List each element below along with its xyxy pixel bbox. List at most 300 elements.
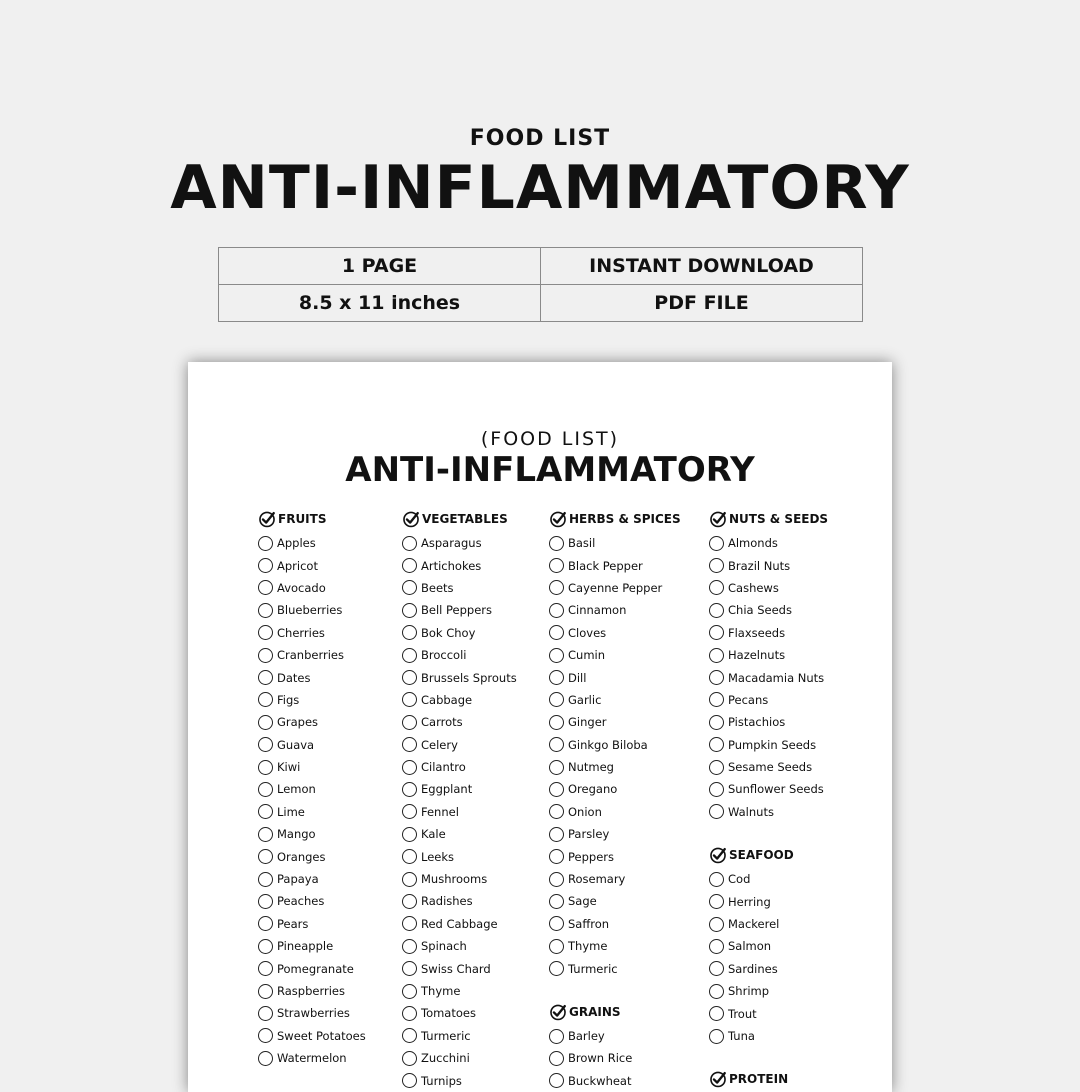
food-item-label: Cod: [728, 872, 751, 887]
food-item-label: Cloves: [568, 625, 607, 640]
food-item-label: Eggplant: [421, 782, 473, 797]
food-item: [709, 958, 828, 980]
food-item: [258, 622, 366, 644]
food-item: [549, 666, 681, 688]
empty-checkbox-circle: [549, 670, 564, 685]
empty-checkbox-circle: [258, 849, 273, 864]
food-item: [258, 711, 366, 733]
food-item-label: Basil: [568, 536, 596, 551]
food-item: [402, 980, 517, 1002]
food-item-label: Cayenne Pepper: [568, 580, 663, 595]
food-item: [402, 622, 517, 644]
section-heading: [709, 845, 828, 865]
food-item: [709, 935, 828, 957]
food-item-label: Red Cabbage: [421, 916, 498, 931]
food-item: [258, 1025, 366, 1047]
section-gap: [549, 980, 681, 1002]
food-item: [549, 532, 681, 554]
food-item: [549, 935, 681, 957]
empty-checkbox-circle: [709, 670, 724, 685]
food-item-label: Turnips: [421, 1073, 462, 1088]
food-item-label: Celery: [421, 737, 458, 752]
food-item-label: Avocado: [277, 580, 326, 595]
food-item-label: Pomegranate: [277, 961, 354, 976]
food-item: [402, 1025, 517, 1047]
empty-checkbox-circle: [402, 804, 417, 819]
info-cell-format: PDF FILE: [541, 285, 863, 322]
empty-checkbox-circle: [258, 984, 273, 999]
empty-checkbox-circle: [258, 1028, 273, 1043]
empty-checkbox-circle: [402, 648, 417, 663]
food-item: [549, 778, 681, 800]
empty-checkbox-circle: [402, 984, 417, 999]
food-item-label: Blueberries: [277, 603, 343, 618]
food-item-label: Onion: [568, 804, 602, 819]
food-item-label: Trout: [728, 1006, 757, 1021]
sheet-subtitle: (FOOD LIST): [480, 428, 620, 450]
checkmark-circle-icon: [709, 510, 727, 528]
section-heading-label: SEAFOOD: [729, 848, 794, 863]
empty-checkbox-circle: [549, 558, 564, 573]
food-item: [549, 599, 681, 621]
empty-checkbox-circle: [549, 894, 564, 909]
food-item: [549, 1070, 681, 1092]
section-heading: [549, 1002, 681, 1022]
empty-checkbox-circle: [549, 916, 564, 931]
food-item: [258, 890, 366, 912]
food-item-label: Mackerel: [728, 917, 780, 932]
food-item: [258, 577, 366, 599]
food-item: [709, 554, 828, 576]
food-item: [709, 644, 828, 666]
food-item: [549, 644, 681, 666]
food-item-label: Macadamia Nuts: [728, 670, 825, 685]
food-item: [402, 711, 517, 733]
food-item: [709, 622, 828, 644]
checkmark-circle-icon: [549, 510, 567, 528]
food-item-label: Strawberries: [277, 1006, 350, 1021]
food-item-label: Tomatoes: [421, 1006, 476, 1021]
food-item: [709, 868, 828, 890]
food-item-label: Artichokes: [421, 558, 482, 573]
food-item-label: Guava: [277, 737, 315, 752]
food-item-label: Barley: [568, 1029, 605, 1043]
food-item-label: Pumpkin Seeds: [728, 737, 817, 752]
food-item-label: Nutmeg: [568, 760, 614, 775]
empty-checkbox-circle: [402, 849, 417, 864]
empty-checkbox-circle: [402, 939, 417, 954]
empty-checkbox-circle: [709, 558, 724, 573]
food-item-label: Herring: [728, 894, 771, 909]
food-item-label: Brussels Sprouts: [421, 670, 517, 685]
food-item-label: Cumin: [568, 648, 606, 663]
empty-checkbox-circle: [258, 648, 273, 663]
info-cell-size: 8.5 x 11 inches: [219, 285, 541, 322]
food-item: [402, 801, 517, 823]
food-item-label: Sage: [568, 894, 597, 909]
empty-checkbox-circle: [549, 1029, 564, 1044]
product-info-table: [218, 247, 863, 322]
food-item-label: Spinach: [421, 939, 467, 954]
food-item: [549, 823, 681, 845]
empty-checkbox-circle: [258, 715, 273, 730]
food-item-label: Tuna: [728, 1029, 755, 1043]
section-heading-label: FRUITS: [278, 512, 327, 526]
empty-checkbox-circle: [402, 961, 417, 976]
empty-checkbox-circle: [402, 737, 417, 752]
food-item: [258, 935, 366, 957]
empty-checkbox-circle: [709, 715, 724, 730]
food-item-label: Bok Choy: [421, 625, 476, 640]
empty-checkbox-circle: [258, 872, 273, 887]
empty-checkbox-circle: [402, 827, 417, 842]
empty-checkbox-circle: [258, 894, 273, 909]
food-item: [709, 778, 828, 800]
food-item: [402, 868, 517, 890]
empty-checkbox-circle: [709, 760, 724, 775]
empty-checkbox-circle: [402, 1028, 417, 1043]
empty-checkbox-circle: [402, 916, 417, 931]
empty-checkbox-circle: [258, 961, 273, 976]
food-item: [402, 689, 517, 711]
food-column-1: [258, 509, 366, 1069]
empty-checkbox-circle: [402, 715, 417, 730]
empty-checkbox-circle: [258, 558, 273, 573]
food-item-label: Mushrooms: [421, 872, 488, 887]
checkmark-circle-icon: [258, 510, 276, 528]
empty-checkbox-circle: [549, 715, 564, 730]
food-item-label: Mango: [277, 827, 316, 842]
food-item-label: Pistachios: [728, 715, 786, 730]
section-heading: [709, 1069, 828, 1089]
food-item-label: Thyme: [568, 939, 608, 954]
food-item: [549, 734, 681, 756]
food-item-label: Kale: [421, 827, 446, 842]
empty-checkbox-circle: [709, 939, 724, 954]
empty-checkbox-circle: [709, 648, 724, 663]
food-item-label: Brown Rice: [568, 1051, 633, 1066]
food-item: [402, 1069, 517, 1091]
empty-checkbox-circle: [709, 984, 724, 999]
food-item: [549, 1025, 681, 1047]
food-item-label: Shrimp: [728, 984, 770, 999]
empty-checkbox-circle: [402, 670, 417, 685]
section-heading-label: HERBS & SPICES: [569, 512, 681, 526]
food-item-label: Walnuts: [728, 804, 774, 819]
food-item: [709, 1025, 828, 1047]
section-heading: [402, 509, 517, 529]
section-heading: [549, 509, 681, 529]
food-item: [402, 599, 517, 621]
food-item: [549, 890, 681, 912]
food-item: [709, 577, 828, 599]
empty-checkbox-circle: [549, 692, 564, 707]
empty-checkbox-circle: [258, 603, 273, 618]
empty-checkbox-circle: [258, 939, 273, 954]
checkmark-circle-icon: [709, 846, 727, 864]
food-item: [402, 913, 517, 935]
food-item-label: Salmon: [728, 939, 772, 954]
food-item-label: Peaches: [277, 894, 325, 909]
food-item-label: Cashews: [728, 580, 779, 595]
empty-checkbox-circle: [549, 804, 564, 819]
empty-checkbox-circle: [258, 670, 273, 685]
food-item-label: Broccoli: [421, 648, 467, 663]
food-item-label: Pecans: [728, 692, 769, 707]
food-item-label: Kiwi: [277, 760, 301, 775]
section-gap: [709, 823, 828, 845]
empty-checkbox-circle: [258, 782, 273, 797]
empty-checkbox-circle: [549, 939, 564, 954]
empty-checkbox-circle: [402, 872, 417, 887]
info-row: [219, 285, 863, 322]
food-item-label: Thyme: [421, 984, 461, 998]
checkmark-circle-icon: [709, 1070, 727, 1088]
empty-checkbox-circle: [549, 625, 564, 640]
empty-checkbox-circle: [402, 782, 417, 797]
empty-checkbox-circle: [549, 536, 564, 551]
food-item: [549, 554, 681, 576]
empty-checkbox-circle: [709, 782, 724, 797]
empty-checkbox-circle: [258, 536, 273, 551]
food-item: [402, 935, 517, 957]
food-item: [402, 1002, 517, 1024]
empty-checkbox-circle: [402, 625, 417, 640]
food-item: [258, 801, 366, 823]
food-item-label: Saffron: [568, 916, 610, 931]
empty-checkbox-circle: [549, 603, 564, 618]
food-item: [549, 756, 681, 778]
empty-checkbox-circle: [549, 1073, 564, 1088]
empty-checkbox-circle: [709, 917, 724, 932]
empty-checkbox-circle: [549, 1051, 564, 1066]
food-item: [549, 711, 681, 733]
food-item: [549, 689, 681, 711]
food-item-label: Cinnamon: [568, 603, 627, 618]
section-heading: [258, 509, 366, 529]
food-item: [549, 913, 681, 935]
food-item-label: Pineapple: [277, 939, 334, 954]
food-item-label: Ginkgo Biloba: [568, 737, 648, 752]
food-item: [709, 711, 828, 733]
food-item: [402, 666, 517, 688]
empty-checkbox-circle: [258, 827, 273, 842]
empty-checkbox-circle: [258, 625, 273, 640]
food-item: [258, 913, 366, 935]
food-item: [709, 532, 828, 554]
empty-checkbox-circle: [549, 872, 564, 887]
empty-checkbox-circle: [402, 692, 417, 707]
food-item-label: Apricot: [277, 558, 318, 573]
empty-checkbox-circle: [549, 580, 564, 595]
food-item-label: Black Pepper: [568, 558, 643, 573]
empty-checkbox-circle: [549, 827, 564, 842]
food-item: [258, 980, 366, 1002]
food-item: [258, 756, 366, 778]
food-item-label: Cherries: [277, 625, 325, 640]
food-item: [549, 845, 681, 867]
empty-checkbox-circle: [258, 1006, 273, 1021]
food-item: [709, 756, 828, 778]
food-column-2: [402, 509, 517, 1092]
food-item: [402, 957, 517, 979]
food-item: [549, 957, 681, 979]
section-heading-label: VEGETABLES: [422, 512, 508, 526]
empty-checkbox-circle: [549, 782, 564, 797]
food-item-label: Hazelnuts: [728, 648, 786, 663]
food-item-label: Flaxseeds: [728, 625, 786, 640]
food-item-label: Raspberries: [277, 984, 345, 998]
food-item: [709, 913, 828, 935]
food-item-label: Cranberries: [277, 648, 344, 663]
food-item-label: Watermelon: [277, 1051, 347, 1066]
food-item-label: Papaya: [277, 872, 319, 887]
empty-checkbox-circle: [258, 580, 273, 595]
food-item-label: Sesame Seeds: [728, 760, 813, 775]
food-item-label: Sweet Potatoes: [277, 1028, 366, 1043]
food-item-label: Dates: [277, 670, 311, 685]
food-item-label: Turmeric: [421, 1028, 471, 1043]
section-heading-label: GRAINS: [569, 1004, 621, 1019]
food-item: [549, 868, 681, 890]
listing-title: ANTI-INFLAMMATORY: [170, 153, 910, 223]
food-item: [709, 689, 828, 711]
food-item: [402, 756, 517, 778]
food-item-label: Buckwheat: [568, 1073, 632, 1088]
empty-checkbox-circle: [709, 692, 724, 707]
food-item: [402, 734, 517, 756]
food-item: [258, 778, 366, 800]
listing-subtitle: FOOD LIST: [469, 126, 611, 151]
food-item-label: Oregano: [568, 782, 618, 797]
empty-checkbox-circle: [402, 558, 417, 573]
empty-checkbox-circle: [709, 1029, 724, 1044]
food-item: [709, 734, 828, 756]
food-item-label: Leeks: [421, 849, 455, 864]
food-item-label: Asparagus: [421, 536, 482, 551]
food-item: [549, 577, 681, 599]
empty-checkbox-circle: [402, 1051, 417, 1066]
empty-checkbox-circle: [709, 804, 724, 819]
food-item-label: Garlic: [568, 692, 602, 707]
empty-checkbox-circle: [709, 603, 724, 618]
food-item: [549, 1047, 681, 1069]
food-item-label: Ginger: [568, 715, 607, 730]
section-heading: [709, 509, 828, 529]
food-item: [402, 845, 517, 867]
food-item: [402, 823, 517, 845]
empty-checkbox-circle: [402, 760, 417, 775]
info-cell-delivery: INSTANT DOWNLOAD: [541, 248, 863, 285]
food-item: [258, 666, 366, 688]
food-item-label: Sunflower Seeds: [728, 782, 824, 797]
empty-checkbox-circle: [709, 737, 724, 752]
empty-checkbox-circle: [402, 1006, 417, 1021]
food-item-label: Lime: [277, 804, 305, 819]
food-item-label: Turmeric: [568, 961, 618, 976]
food-item-label: Pears: [277, 916, 309, 931]
checkmark-circle-icon: [402, 510, 420, 528]
food-item-label: Almonds: [728, 536, 778, 551]
empty-checkbox-circle: [549, 760, 564, 775]
food-item: [258, 868, 366, 890]
food-item: [258, 532, 366, 554]
food-item-label: Parsley: [568, 827, 610, 842]
food-item-label: Cabbage: [421, 692, 473, 707]
empty-checkbox-circle: [402, 603, 417, 618]
empty-checkbox-circle: [709, 580, 724, 595]
food-item-label: Grapes: [277, 715, 319, 730]
food-item: [258, 689, 366, 711]
empty-checkbox-circle: [258, 760, 273, 775]
food-item: [402, 890, 517, 912]
empty-checkbox-circle: [402, 1073, 417, 1088]
empty-checkbox-circle: [402, 536, 417, 551]
food-item-label: Swiss Chard: [421, 961, 491, 976]
empty-checkbox-circle: [709, 1006, 724, 1021]
food-item: [709, 1002, 828, 1024]
section-heading-label: PROTEIN: [729, 1072, 789, 1087]
food-item-label: Lemon: [277, 782, 316, 797]
food-item: [709, 599, 828, 621]
food-item-label: Bell Peppers: [421, 603, 493, 618]
empty-checkbox-circle: [709, 872, 724, 887]
info-row: [219, 248, 863, 285]
checkmark-circle-icon: [549, 1003, 567, 1021]
sheet-title: ANTI-INFLAMMATORY: [345, 450, 755, 490]
food-item: [402, 577, 517, 599]
food-item-label: Fennel: [421, 804, 459, 819]
empty-checkbox-circle: [258, 737, 273, 752]
empty-checkbox-circle: [549, 648, 564, 663]
food-item-label: Rosemary: [568, 872, 626, 887]
food-item: [258, 845, 366, 867]
empty-checkbox-circle: [709, 625, 724, 640]
empty-checkbox-circle: [549, 961, 564, 976]
info-cell-pages: 1 PAGE: [219, 248, 541, 285]
food-item: [549, 622, 681, 644]
food-item: [258, 823, 366, 845]
food-item: [709, 801, 828, 823]
food-item: [258, 1047, 366, 1069]
food-item: [258, 599, 366, 621]
empty-checkbox-circle: [402, 580, 417, 595]
food-item: [402, 532, 517, 554]
food-item: [709, 666, 828, 688]
food-item: [709, 890, 828, 912]
food-item-label: Figs: [277, 692, 300, 707]
food-item: [258, 957, 366, 979]
food-column-4: [709, 509, 828, 1092]
food-item: [258, 554, 366, 576]
food-item: [258, 644, 366, 666]
food-item-label: Cilantro: [421, 760, 466, 775]
section-gap: [709, 1047, 828, 1069]
empty-checkbox-circle: [258, 916, 273, 931]
food-item-label: Radishes: [421, 894, 473, 909]
food-item-label: Zucchini: [421, 1051, 470, 1066]
food-item-label: Brazil Nuts: [728, 558, 791, 573]
food-item: [402, 778, 517, 800]
empty-checkbox-circle: [709, 894, 724, 909]
food-item-label: Beets: [421, 580, 454, 595]
empty-checkbox-circle: [709, 536, 724, 551]
food-item-label: Oranges: [277, 849, 326, 864]
food-item-label: Apples: [277, 536, 316, 551]
printable-sheet-preview: [188, 362, 892, 1092]
empty-checkbox-circle: [549, 849, 564, 864]
food-column-3: [549, 509, 681, 1092]
